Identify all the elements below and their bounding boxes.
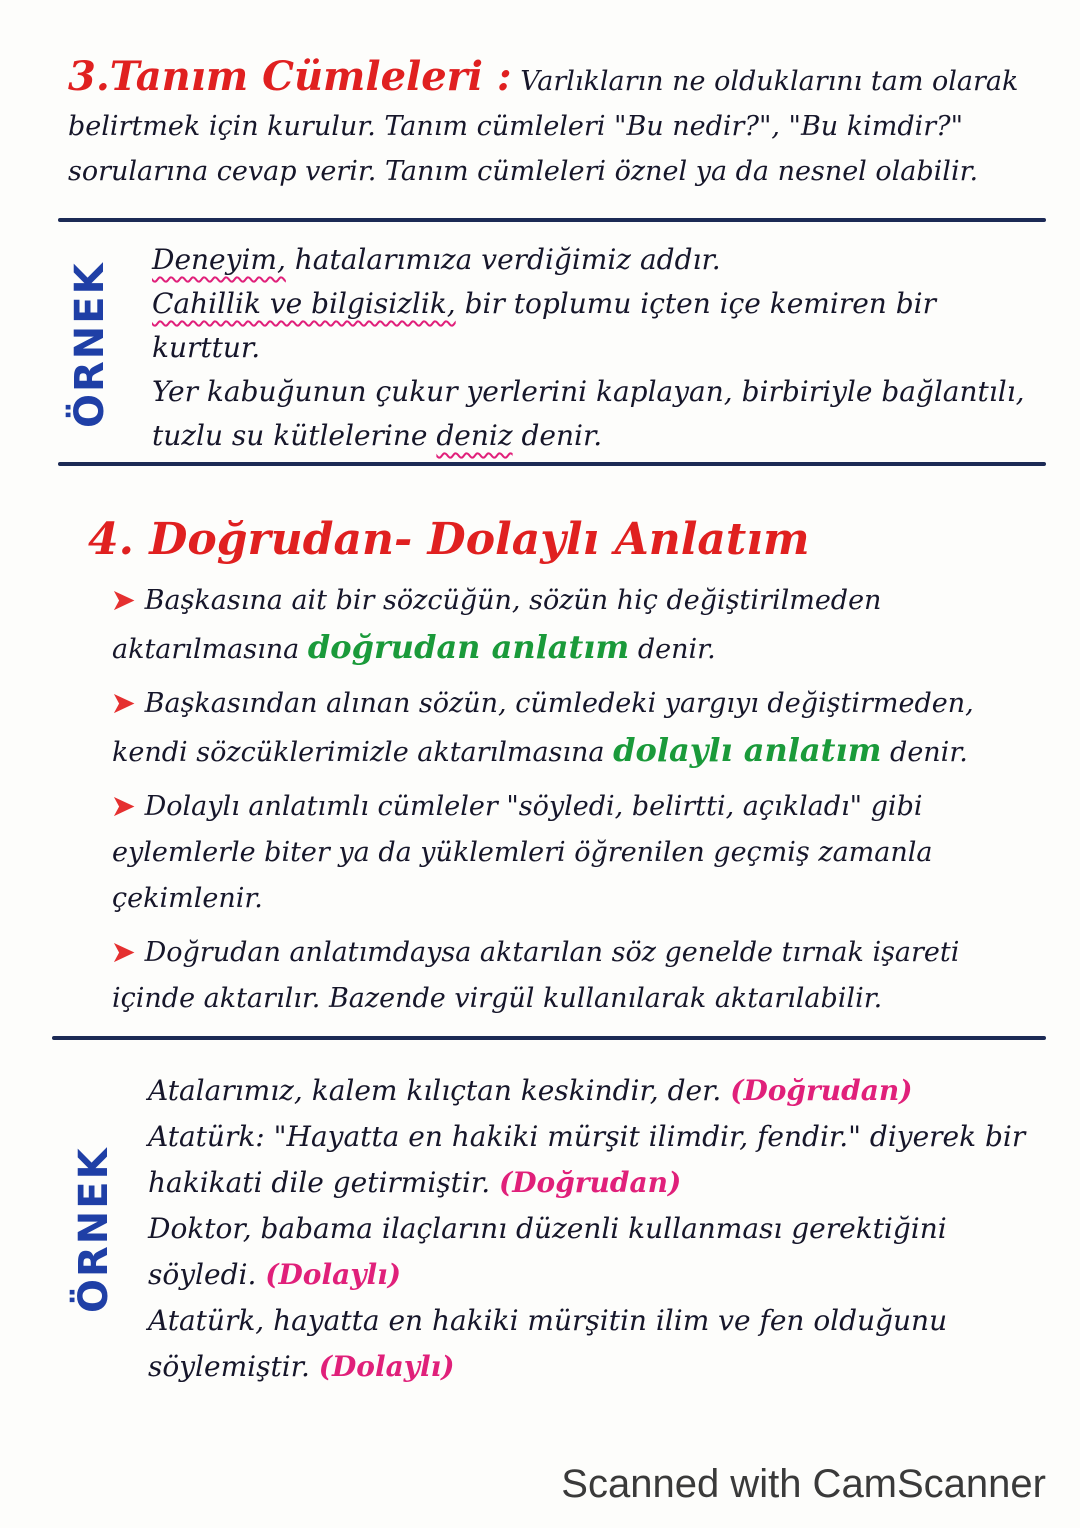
arrow-icon: ➤ xyxy=(112,791,135,822)
arrow-icon: ➤ xyxy=(112,585,135,616)
example1-term-deneyim: Deneyim, xyxy=(152,243,286,276)
ornek-label-1: ÖRNEK xyxy=(67,261,113,428)
example1-line3-end: denir. xyxy=(512,419,603,452)
bullet4-text: Doğrudan anlatımdaysa aktarılan söz genelde tırnak işareti içinde aktarılır. Bazende virgül kullanılarak aktarılabilir. xyxy=(112,937,960,1014)
arrow-icon: ➤ xyxy=(112,688,135,719)
bullet-dogrudan-tirnak xyxy=(112,930,1047,1022)
example2-s4-tag: (Dolaylı) xyxy=(318,1350,455,1383)
bullet-dolayli-eylemler xyxy=(112,784,1047,922)
example1-sentence2 xyxy=(152,282,1032,370)
example2-s3-text: Doktor, babama ilaçlarını düzenli kullanması gerektiğini söyledi. xyxy=(148,1212,947,1291)
arrow-icon: ➤ xyxy=(112,937,135,968)
section4-bullets xyxy=(112,578,1047,1030)
example2-sentence4 xyxy=(148,1298,1028,1390)
section3-paragraph xyxy=(68,52,1038,194)
term-dolayli-anlatim: dolaylı anlatım xyxy=(613,731,882,769)
divider-1 xyxy=(58,218,1046,222)
divider-2 xyxy=(58,462,1046,466)
example2-sentence2 xyxy=(148,1114,1028,1206)
example2-s2-tag: (Doğrudan) xyxy=(499,1166,682,1199)
example2-s1-tag: (Doğrudan) xyxy=(730,1074,913,1107)
example1-block xyxy=(152,238,1032,458)
ornek-label-2: ÖRNEK xyxy=(71,1146,117,1313)
bullet3-text: Dolaylı anlatımlı cümleler "söyledi, belirtti, açıkladı" gibi eylemlerle biter ya da yüklemleri öğrenilen geçmiş zamanla çekimlenir. xyxy=(112,791,933,914)
bullet1-end: denir. xyxy=(629,634,716,665)
example2-s3-tag: (Dolaylı) xyxy=(265,1258,402,1291)
example1-line2-rest: bir toplumu içten içe kemiren bir kurttur. xyxy=(152,287,936,364)
bullet1-start: Başkasına ait bir sözcüğün, sözün hiç değiştirilmeden aktarılmasına xyxy=(112,585,882,665)
example2-block xyxy=(148,1068,1028,1390)
section3-text: Varlıkların ne olduklarını tam olarak belirtmek için kurulur. Tanım cümleleri "Bu nedir?", "Bu kimdir?" sorularına cevap verir. Tanım cümleleri öznel ya da nesnel olabilir. xyxy=(68,66,1019,187)
example2-sentence3 xyxy=(148,1206,1028,1298)
section-tanim-cumleleri xyxy=(68,52,1038,194)
example1-sentence1 xyxy=(152,238,1032,282)
example2-s4-text: Atatürk, hayatta en hakiki mürşitin ilim ve fen olduğunu söylemiştir. xyxy=(148,1304,948,1383)
section3-title: 3.Tanım Cümleleri : xyxy=(68,53,512,100)
bullet2-end: denir. xyxy=(881,737,968,768)
example2-sentence1 xyxy=(148,1068,1028,1114)
section4-title: 4. Doğrudan- Dolaylı Anlatım xyxy=(88,514,810,565)
example1-sentence3 xyxy=(152,370,1032,458)
example1-term-deniz: deniz xyxy=(436,419,513,452)
divider-3 xyxy=(52,1036,1046,1040)
term-dogrudan-anlatim: doğrudan anlatım xyxy=(307,628,630,666)
bullet-dolayli xyxy=(112,681,1047,776)
bullet-dogrudan xyxy=(112,578,1047,673)
example2-s1-text: Atalarımız, kalem kılıçtan keskindir, der. xyxy=(148,1074,722,1107)
example2-s2-text: Atatürk: "Hayatta en hakiki mürşit ilimdir, fendir." diyerek bir hakikati dile getirmiştir. xyxy=(148,1120,1026,1199)
bullet2-start: Başkasından alınan sözün, cümledeki yargıyı değiştirmeden, kendi sözcüklerimizle aktarılmasına xyxy=(112,688,974,768)
example1-line3-start: Yer kabuğunun çukur yerlerini kaplayan, birbiriyle bağlantılı, tuzlu su kütlelerine xyxy=(152,375,1025,452)
example1-term-cahillik: Cahillik ve bilgisizlik, xyxy=(152,287,456,320)
example1-line1-rest: hatalarımıza verdiğimiz addır. xyxy=(285,243,721,276)
camscanner-footer: Scanned with CamScanner xyxy=(561,1462,1046,1506)
